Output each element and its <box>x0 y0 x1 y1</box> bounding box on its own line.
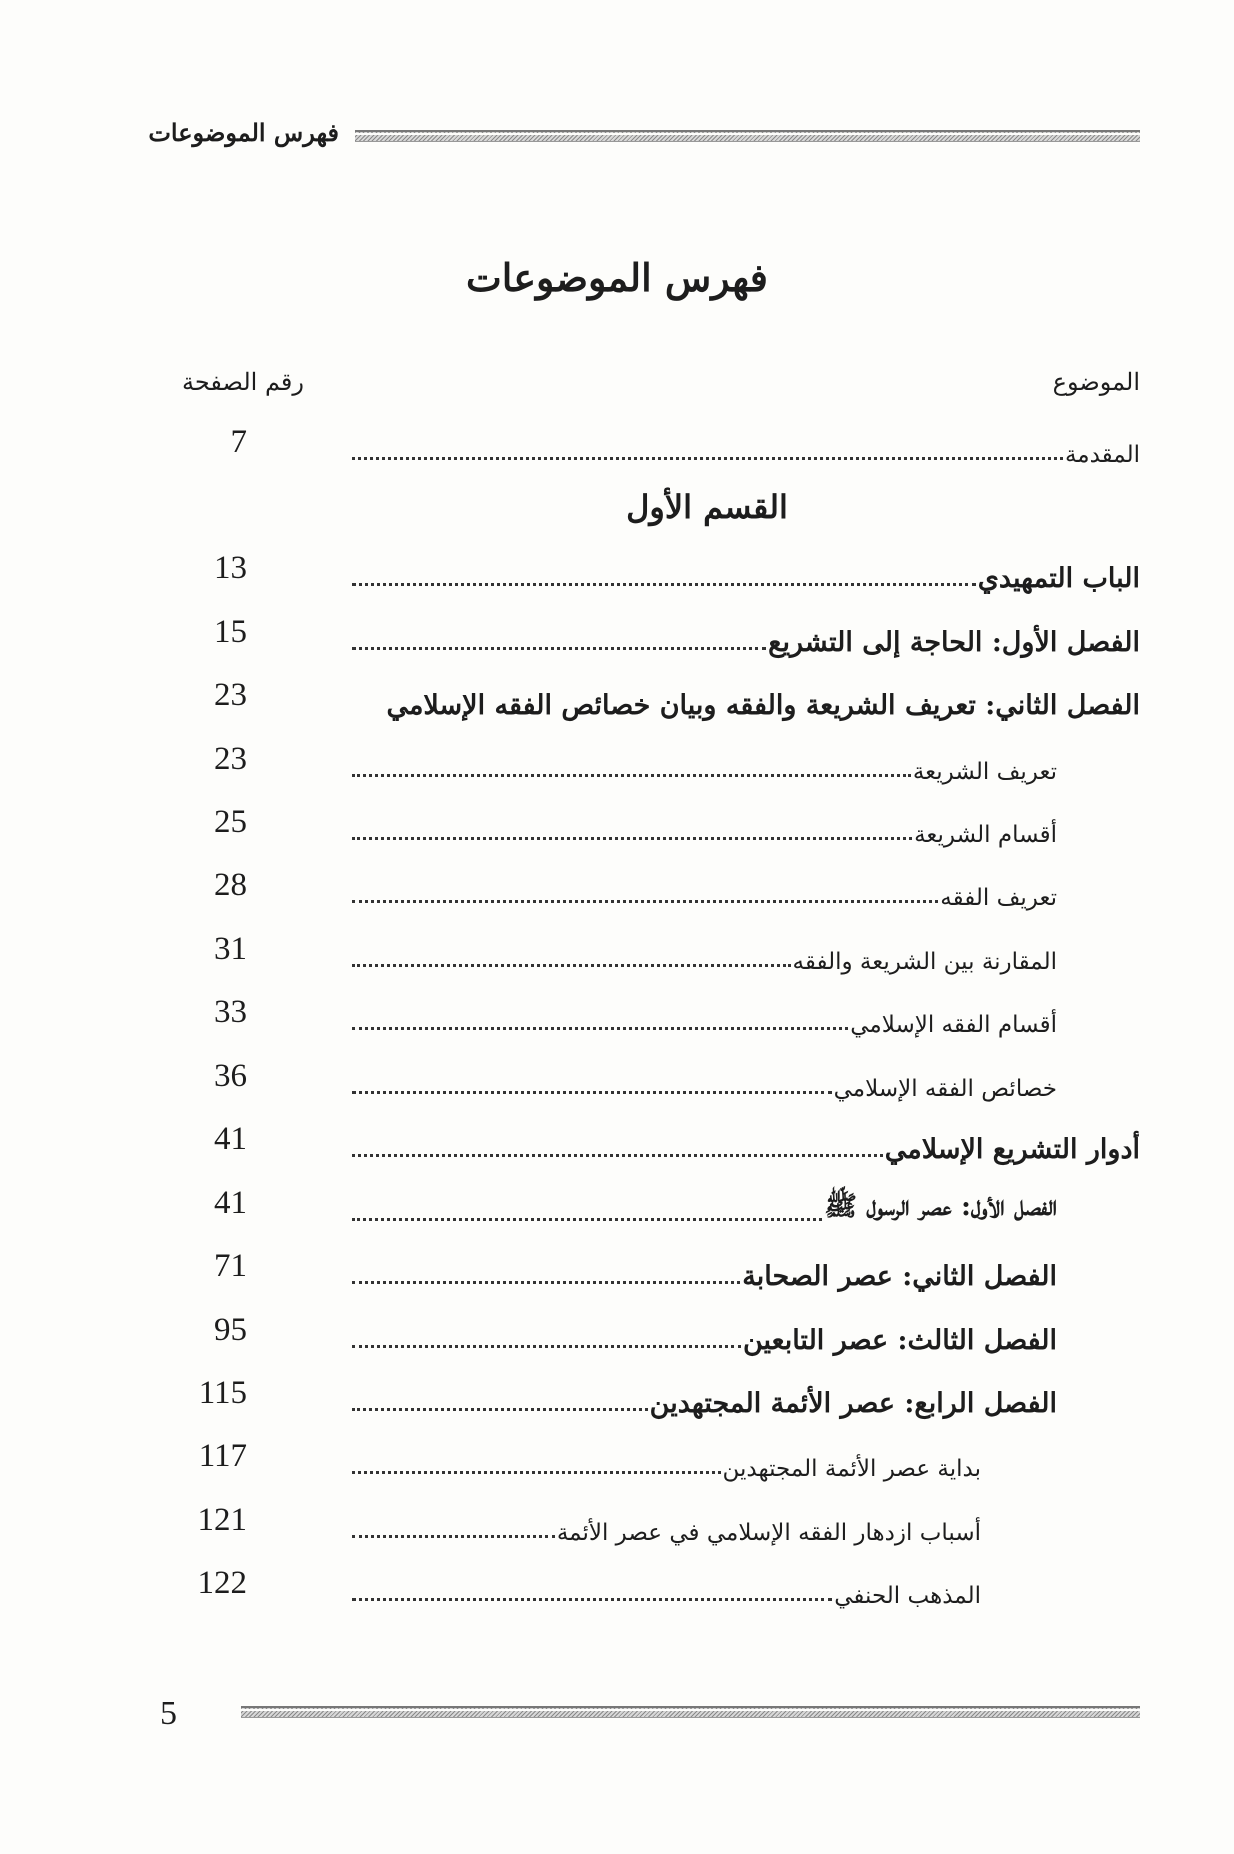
toc-page-number: 7 <box>230 424 247 460</box>
toc-page-number: 23 <box>214 741 247 777</box>
dot-leader <box>352 837 912 840</box>
dot-leader <box>352 583 976 586</box>
dot-leader <box>352 1345 741 1348</box>
toc-page-number: 41 <box>214 1185 247 1221</box>
toc-entry-title: خصائص الفقه الإسلامي <box>833 1076 1057 1102</box>
toc-page-number: 13 <box>214 550 247 586</box>
toc-entry[interactable] <box>352 1242 1057 1292</box>
footer-rule <box>241 1706 1140 1718</box>
toc-page-number: 71 <box>214 1248 247 1284</box>
toc-entry[interactable] <box>352 1306 1057 1356</box>
dot-leader <box>352 1218 822 1221</box>
dot-leader <box>352 1154 883 1157</box>
dot-leader <box>352 1027 848 1030</box>
toc-entry[interactable] <box>352 1432 981 1482</box>
toc-entry-title: تعريف الشريعة <box>912 759 1057 785</box>
toc-entry-title: أدوار التشريع الإسلامي <box>884 1134 1140 1165</box>
toc-entry-title: الفصل الرابع: عصر الأئمة المجتهدين <box>649 1388 1057 1419</box>
toc-entry[interactable] <box>352 925 1057 975</box>
toc-entry[interactable] <box>352 1369 1057 1419</box>
toc-page-number: 25 <box>214 804 247 840</box>
toc-entry-title: الفصل الأول: عصر الرسول ﷺ <box>824 1191 1057 1222</box>
toc-page-number: 33 <box>214 994 247 1030</box>
toc-entry-title: المقدمة <box>1064 442 1140 468</box>
toc-entry[interactable] <box>352 608 1140 658</box>
dot-leader <box>352 900 938 903</box>
toc-page-number: 117 <box>198 1438 247 1474</box>
toc-entry[interactable] <box>352 1115 1140 1165</box>
toc-entry-title: الفصل الثاني: عصر الصحابة <box>742 1261 1057 1292</box>
column-header-page: رقم الصفحة <box>182 368 304 396</box>
toc-entry[interactable] <box>352 418 1140 468</box>
toc-entry-title: الفصل الثالث: عصر التابعين <box>742 1325 1057 1356</box>
toc-entry-title: الفصل الأول: الحاجة إلى التشريع <box>768 627 1140 658</box>
toc-page-number: 31 <box>214 931 247 967</box>
toc-entry-title: أقسام الفقه الإسلامي <box>850 1012 1057 1038</box>
toc-entry-title: الباب التمهيدي <box>977 563 1140 594</box>
dot-leader <box>352 774 911 777</box>
section-heading: القسم الأول <box>626 488 788 526</box>
toc-entry-title: الفصل الثاني: تعريف الشريعة والفقه وبيان خصائص الفقه الإسلامي <box>386 690 1140 721</box>
toc-entry[interactable] <box>352 1052 1057 1102</box>
toc-entry[interactable] <box>352 1559 981 1609</box>
dot-leader <box>352 1281 740 1284</box>
toc-page-number: 115 <box>198 1375 247 1411</box>
toc-entry[interactable] <box>352 798 1057 848</box>
toc-entry-title: تعريف الفقه <box>940 885 1057 911</box>
toc-entry[interactable] <box>352 988 1057 1038</box>
toc-page-number: 41 <box>214 1121 247 1157</box>
toc-page-number: 28 <box>214 867 247 903</box>
toc-page-number: 23 <box>214 677 247 713</box>
toc-entry[interactable] <box>352 544 1140 594</box>
dot-leader <box>352 1471 721 1474</box>
toc-page-number: 36 <box>214 1058 247 1094</box>
toc-entry[interactable] <box>352 861 1057 911</box>
dot-leader <box>352 1091 832 1094</box>
dot-leader <box>352 457 1063 460</box>
page-title: فهرس الموضوعات <box>466 255 768 300</box>
toc-page-number: 15 <box>214 614 247 650</box>
dot-leader <box>352 1535 555 1538</box>
toc-entry-title: المذهب الحنفي <box>834 1583 981 1609</box>
toc-page-number: 121 <box>197 1502 247 1538</box>
header-rule <box>355 130 1140 142</box>
toc-page-number: 122 <box>197 1565 247 1601</box>
toc-entry-title: بداية عصر الأئمة المجتهدين <box>722 1456 981 1482</box>
running-header: فهرس الموضوعات <box>148 118 339 147</box>
toc-entry-title: المقارنة بين الشريعة والفقه <box>792 949 1057 975</box>
toc-entry-title: أسباب ازدهار الفقه الإسلامي في عصر الأئمة <box>556 1520 981 1546</box>
toc-entry-title: أقسام الشريعة <box>914 822 1057 848</box>
dot-leader <box>352 1598 832 1601</box>
column-header-topic: الموضوع <box>1052 368 1140 396</box>
dot-leader <box>352 647 766 650</box>
dot-leader <box>352 1408 648 1411</box>
toc-entry[interactable] <box>352 1179 1057 1229</box>
toc-entry[interactable] <box>386 671 1140 721</box>
toc-entry[interactable] <box>352 1496 981 1546</box>
toc-entry[interactable] <box>352 735 1057 785</box>
toc-page-number: 95 <box>214 1312 247 1348</box>
dot-leader <box>352 964 791 967</box>
page-number: 5 <box>160 1695 177 1732</box>
